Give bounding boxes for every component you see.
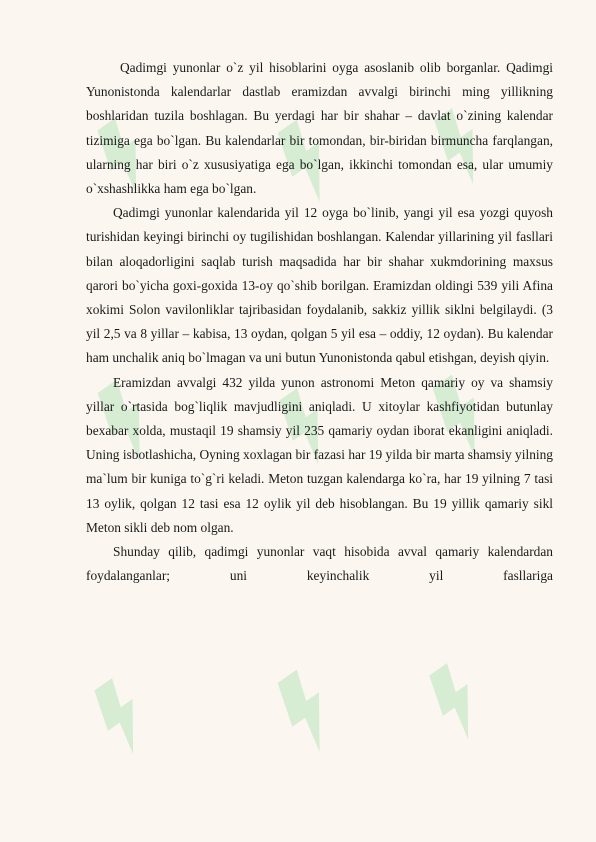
paragraph-3: Eramizdan avvalgi 432 yilda yunon astronomi Meton qamariy oy va shamsiy yillar o`rtasida bog`liqlik mavjudligini aniqladi. U xitoylar kashfiyotidan butunlay bexabar xolda, mustaqil 19 shamsiy yil 235 qamariy oydan iborat ekanligini aniqladi. Uning isbotlashicha, Oyning xoxlagan bir fazasi har 19 yilda bir marta shamsiy yilning ma`lum bir kuniga to`g`ri keladi. Meton tuzgan kalendarga ko`ra, har 19 yilning 7 tasi 13 oylik, qolgan 12 tasi esa 12 oylik yil deb hisoblangan. Bu 19 yillik qamariy sikl Meton sikli deb nom olgan. bbox=[86, 374, 553, 535]
document-page bbox=[86, 56, 553, 588]
paragraph-4: Shunday qilib, qadimgi yunonlar vaqt hisobida avval qamariy kalendardan foydalanganlar; uni keyinchalik yil fasllariga bbox=[86, 544, 553, 584]
lightning-bolt-watermark-icon bbox=[85, 675, 159, 758]
paragraph-2: Qadimgi yunonlar kalendarida yil 12 oyga bo`linib, yangi yil esa yozgi quyosh turishidan keyingi birinchi oy tugilishidan boshlangan. Kalendar yillarining yil fasllari bilan aloqadorligini saqlab turish maqsadida har bir shahar xukmdorining maxsus qarori bo`yicha goxi-goxida 13-oy qo`shib borilgan. Eramizdan oldingi 539 yili Afina xokimi Solon vavilonliklar tajribasidan foydalanib, sakkiz yillik siklni belgilaydi. (3 yil 2,5 va 8 yillar – kabisa, 13 oydan, qolgan 5 yil esa – oddiy, 12 oydan). Bu kalendar ham unchalik aniq bo`lmagan va uni butun Yunonistonda qabul etishgan, deyish qiyin. bbox=[86, 205, 553, 366]
paragraph-1: Qadimgi yunonlar o`z yil hisoblarini oyga asoslanib olib borganlar. Qadimgi Yunonistonda kalendarlar dastlab eramizdan avvalgi birinchi ming yillikning boshlaridan tuzila boshlagan. Bu yerdagi har bir shahar – davlat o`zining kalendar tizimiga ega bo`lgan. Bu kalendarlar bir tomondan, bir-biridan birmuncha farqlangan, ularning har biri o`z xususiyatiga ega bo`lgan, ikkinchi tomondan esa, ular umumiy o`xshashlikka ham ega bo`lgan. bbox=[86, 60, 553, 197]
lightning-bolt-watermark-icon bbox=[420, 660, 494, 743]
lightning-bolt-watermark-icon bbox=[267, 667, 347, 757]
